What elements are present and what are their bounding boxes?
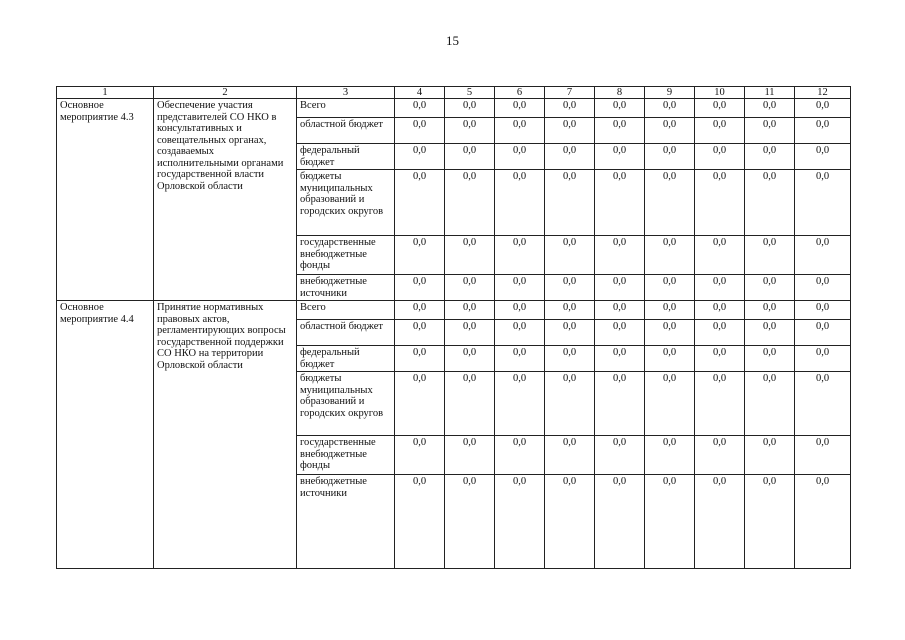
value-cell: 0,0 (595, 170, 645, 236)
value-cell: 0,0 (745, 346, 795, 372)
value-cell: 0,0 (645, 372, 695, 436)
funding-source: бюджеты муниципальных образований и городских округов (297, 170, 395, 236)
value-cell: 0,0 (795, 170, 851, 236)
value-cell: 0,0 (395, 118, 445, 144)
column-header: 7 (545, 87, 595, 99)
value-cell: 0,0 (745, 475, 795, 569)
value-cell: 0,0 (495, 275, 545, 301)
value-cell: 0,0 (545, 99, 595, 118)
value-cell: 0,0 (645, 118, 695, 144)
value-cell: 0,0 (495, 236, 545, 275)
value-cell: 0,0 (745, 275, 795, 301)
column-header: 11 (745, 87, 795, 99)
value-cell: 0,0 (545, 170, 595, 236)
funding-source: внебюджетные источники (297, 475, 395, 569)
value-cell: 0,0 (645, 436, 695, 475)
value-cell: 0,0 (645, 236, 695, 275)
value-cell: 0,0 (795, 301, 851, 320)
value-cell: 0,0 (745, 170, 795, 236)
value-cell: 0,0 (695, 320, 745, 346)
value-cell: 0,0 (545, 372, 595, 436)
value-cell: 0,0 (545, 301, 595, 320)
value-cell: 0,0 (495, 170, 545, 236)
column-header: 1 (57, 87, 154, 99)
value-cell: 0,0 (395, 436, 445, 475)
value-cell: 0,0 (645, 475, 695, 569)
value-cell: 0,0 (745, 320, 795, 346)
value-cell: 0,0 (395, 475, 445, 569)
value-cell: 0,0 (395, 236, 445, 275)
value-cell: 0,0 (645, 99, 695, 118)
funding-source: федеральный бюджет (297, 144, 395, 170)
value-cell: 0,0 (395, 170, 445, 236)
page-number: 15 (446, 33, 459, 48)
value-cell: 0,0 (595, 144, 645, 170)
funding-source: бюджеты муниципальных образований и городских округов (297, 372, 395, 436)
column-header: 2 (154, 87, 297, 99)
table-header (57, 87, 851, 99)
value-cell: 0,0 (645, 144, 695, 170)
funding-source: федеральный бюджет (297, 346, 395, 372)
table-row (57, 99, 851, 118)
funding-source: областной бюджет (297, 320, 395, 346)
value-cell: 0,0 (595, 99, 645, 118)
value-cell: 0,0 (695, 275, 745, 301)
value-cell: 0,0 (445, 372, 495, 436)
value-cell: 0,0 (495, 118, 545, 144)
value-cell: 0,0 (795, 346, 851, 372)
value-cell: 0,0 (695, 436, 745, 475)
value-cell: 0,0 (445, 99, 495, 118)
funding-source: государственные внебюджетные фонды (297, 436, 395, 475)
value-cell: 0,0 (395, 275, 445, 301)
value-cell: 0,0 (495, 320, 545, 346)
value-cell: 0,0 (695, 118, 745, 144)
activity-name: Основное мероприятие 4.3 (57, 99, 154, 301)
value-cell: 0,0 (595, 320, 645, 346)
value-cell: 0,0 (695, 475, 745, 569)
value-cell: 0,0 (745, 99, 795, 118)
value-cell: 0,0 (495, 372, 545, 436)
value-cell: 0,0 (595, 118, 645, 144)
budget-table (56, 86, 851, 569)
value-cell: 0,0 (695, 372, 745, 436)
value-cell: 0,0 (495, 475, 545, 569)
value-cell: 0,0 (495, 436, 545, 475)
value-cell: 0,0 (795, 99, 851, 118)
value-cell: 0,0 (795, 436, 851, 475)
value-cell: 0,0 (495, 346, 545, 372)
value-cell: 0,0 (795, 144, 851, 170)
value-cell: 0,0 (645, 320, 695, 346)
value-cell: 0,0 (395, 99, 445, 118)
value-cell: 0,0 (445, 346, 495, 372)
value-cell: 0,0 (395, 372, 445, 436)
value-cell: 0,0 (445, 170, 495, 236)
column-header: 5 (445, 87, 495, 99)
value-cell: 0,0 (545, 346, 595, 372)
value-cell: 0,0 (395, 144, 445, 170)
table-row (57, 301, 851, 320)
value-cell: 0,0 (745, 118, 795, 144)
column-header: 4 (395, 87, 445, 99)
value-cell: 0,0 (545, 320, 595, 346)
value-cell: 0,0 (595, 372, 645, 436)
value-cell: 0,0 (595, 436, 645, 475)
value-cell: 0,0 (445, 301, 495, 320)
value-cell: 0,0 (445, 236, 495, 275)
value-cell: 0,0 (545, 144, 595, 170)
value-cell: 0,0 (595, 236, 645, 275)
value-cell: 0,0 (445, 320, 495, 346)
value-cell: 0,0 (395, 301, 445, 320)
column-header: 3 (297, 87, 395, 99)
value-cell: 0,0 (695, 99, 745, 118)
value-cell: 0,0 (795, 236, 851, 275)
value-cell: 0,0 (445, 118, 495, 144)
value-cell: 0,0 (495, 144, 545, 170)
value-cell: 0,0 (795, 475, 851, 569)
value-cell: 0,0 (595, 475, 645, 569)
value-cell: 0,0 (495, 99, 545, 118)
value-cell: 0,0 (745, 301, 795, 320)
value-cell: 0,0 (595, 275, 645, 301)
value-cell: 0,0 (445, 475, 495, 569)
table-body (57, 99, 851, 569)
value-cell: 0,0 (795, 275, 851, 301)
value-cell: 0,0 (745, 372, 795, 436)
funding-source: внебюджетные источники (297, 275, 395, 301)
column-header: 12 (795, 87, 851, 99)
value-cell: 0,0 (595, 301, 645, 320)
value-cell: 0,0 (395, 320, 445, 346)
value-cell: 0,0 (695, 144, 745, 170)
value-cell: 0,0 (745, 436, 795, 475)
column-header: 8 (595, 87, 645, 99)
value-cell: 0,0 (445, 275, 495, 301)
value-cell: 0,0 (745, 236, 795, 275)
value-cell: 0,0 (445, 436, 495, 475)
funding-source: государственные внебюджетные фонды (297, 236, 395, 275)
value-cell: 0,0 (645, 301, 695, 320)
activity-description: Принятие нормативных правовых актов, регламентирующих вопросы государственной поддержки СО НКО на территории Орловской области (154, 301, 297, 569)
value-cell: 0,0 (545, 118, 595, 144)
activity-description: Обеспечение участия представителей СО НКО в консультативных и совещательных органах, создаваемых исполнительными органами государственной власти Орловской области (154, 99, 297, 301)
value-cell: 0,0 (595, 346, 645, 372)
value-cell: 0,0 (545, 436, 595, 475)
value-cell: 0,0 (695, 301, 745, 320)
value-cell: 0,0 (545, 236, 595, 275)
value-cell: 0,0 (645, 170, 695, 236)
value-cell: 0,0 (545, 475, 595, 569)
value-cell: 0,0 (645, 346, 695, 372)
column-header: 9 (645, 87, 695, 99)
value-cell: 0,0 (395, 346, 445, 372)
funding-source: Всего (297, 99, 395, 118)
value-cell: 0,0 (795, 118, 851, 144)
value-cell: 0,0 (695, 170, 745, 236)
column-header: 10 (695, 87, 745, 99)
value-cell: 0,0 (695, 346, 745, 372)
activity-name: Основное мероприятие 4.4 (57, 301, 154, 569)
header-row (57, 87, 851, 99)
funding-source: областной бюджет (297, 118, 395, 144)
value-cell: 0,0 (795, 320, 851, 346)
funding-source: Всего (297, 301, 395, 320)
column-header: 6 (495, 87, 545, 99)
value-cell: 0,0 (795, 372, 851, 436)
value-cell: 0,0 (695, 236, 745, 275)
value-cell: 0,0 (745, 144, 795, 170)
value-cell: 0,0 (545, 275, 595, 301)
value-cell: 0,0 (645, 275, 695, 301)
value-cell: 0,0 (495, 301, 545, 320)
value-cell: 0,0 (445, 144, 495, 170)
